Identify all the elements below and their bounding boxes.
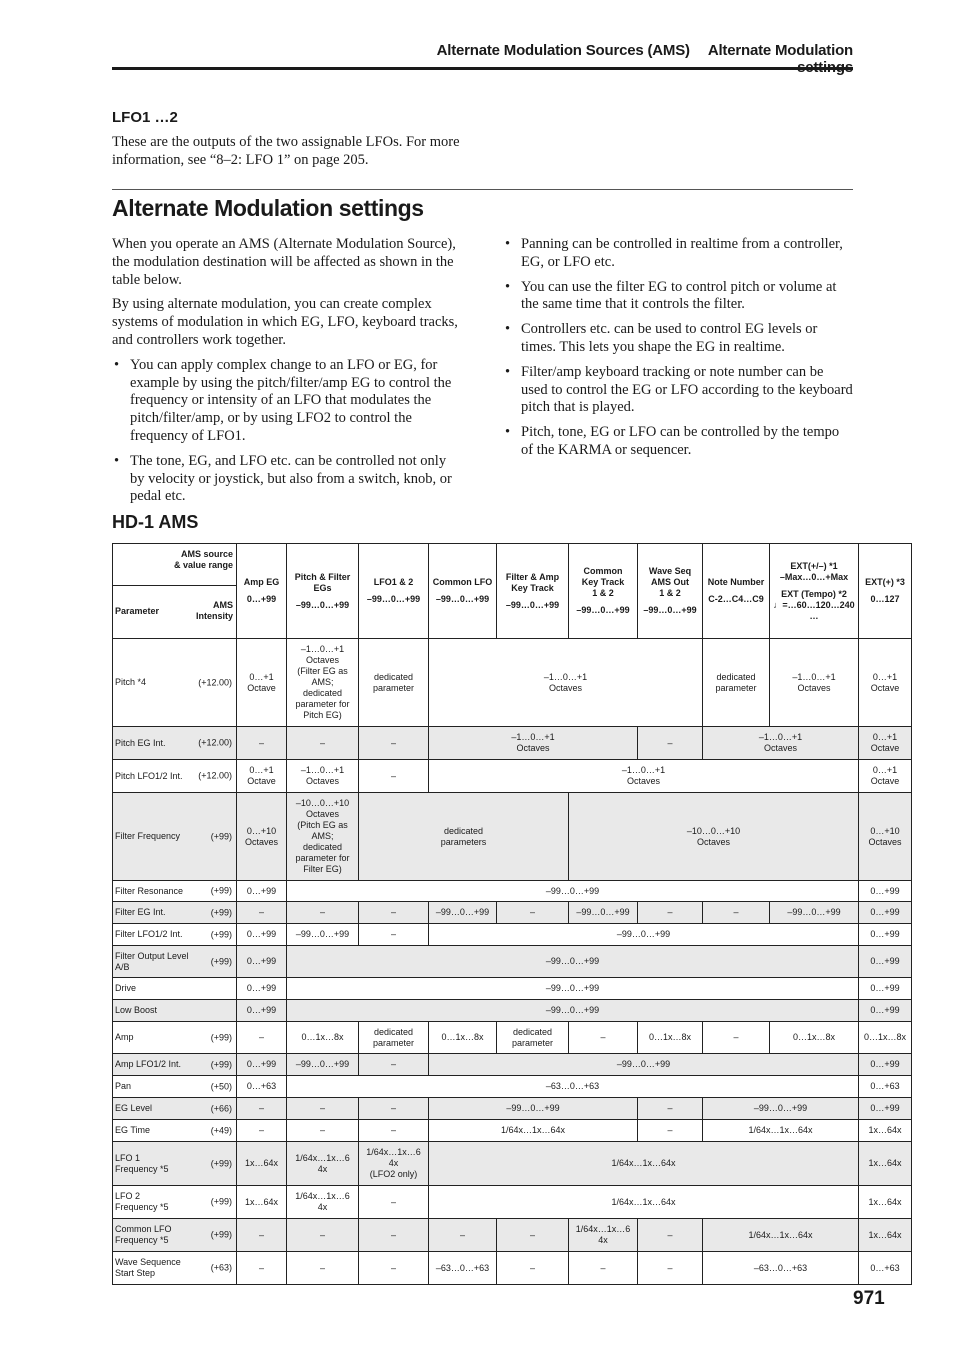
table-cell: – (497, 902, 569, 924)
table-cell: –1…0…+1 Octaves (Filter EG as AMS; dedicated parameter for Pitch EG) (287, 639, 359, 727)
table-cell: 0…+99 (859, 946, 912, 978)
parameter-intensity: (+49) (210, 1125, 232, 1135)
row-parameter (113, 1120, 237, 1142)
table-cell: – (359, 902, 429, 924)
table-row (113, 1186, 912, 1219)
table-row (113, 946, 912, 978)
parameter-intensity: (+12.00) (198, 677, 232, 687)
ams-table (112, 543, 912, 1285)
table-cell: –99…0…+99 (287, 978, 859, 1000)
table-cell: –63…0…+63 (429, 1252, 497, 1285)
table-cell: –99…0…+99 (287, 881, 859, 902)
corner-intensity-label: AMS Intensity (195, 600, 233, 621)
parameter-intensity: (+99) (210, 831, 232, 841)
table-row (113, 1142, 912, 1186)
row-parameter (113, 1186, 237, 1219)
page-number: 971 (853, 1288, 885, 1309)
table-row (113, 793, 912, 881)
parameter-name: Drive (115, 983, 137, 993)
table-cell: – (359, 1252, 429, 1285)
table-cell: 0…+99 (859, 924, 912, 946)
table-cell: – (359, 1054, 429, 1076)
section-rule (112, 189, 853, 190)
table-row (113, 727, 912, 760)
corner-source-label: AMS source & value range (173, 549, 233, 570)
row-parameter (113, 1219, 237, 1252)
table-row (113, 881, 912, 902)
table-cell: – (237, 1252, 287, 1285)
table-cell: 0…+1 Octave (859, 727, 912, 760)
lfo-body: These are the outputs of the two assignable LFOs. For more information, see “8–2: LFO 1” on page 205. (112, 134, 460, 168)
table-cell: – (359, 1186, 429, 1219)
table-cell: 1/64x…1x…6 4x (287, 1186, 359, 1219)
table-cell: – (287, 1098, 359, 1120)
parameter-name: Low Boost (115, 1005, 158, 1015)
table-row (113, 1054, 912, 1076)
parameter-name: EG Level (115, 1103, 153, 1113)
table-cell: – (569, 1022, 638, 1054)
table-title: HD-1 AMS (112, 512, 199, 532)
table-row (113, 639, 912, 727)
row-parameter (113, 924, 237, 946)
parameter-name: Pan (115, 1081, 132, 1091)
right-bullet-list (503, 236, 853, 460)
table-cell: 1/64x…1x…64x (429, 1120, 638, 1142)
table-cell: – (237, 1120, 287, 1142)
parameter-intensity: (+50) (210, 1081, 232, 1091)
parameter-intensity: (+99) (210, 1032, 232, 1042)
table-cell: –99…0…+99 (287, 1054, 359, 1076)
table-cell: 1x…64x (859, 1120, 912, 1142)
table-cell: 0…+99 (859, 1098, 912, 1120)
table-cell: –99…0…+99 (569, 902, 638, 924)
header-lfo1-2: LFO1 & 2 –99…0…+99 (359, 544, 429, 639)
table-cell: 0…+99 (859, 1000, 912, 1022)
table-cell: –10…0…+10 Octaves (Pitch EG as AMS; dedicated parameter for Filter EG) (287, 793, 359, 881)
table-cell: 0…+99 (237, 1054, 287, 1076)
intro-paragraph-1: When you operate an AMS (Alternate Modulation Source), the modulation destination will be affected as shown in the table below. (112, 236, 456, 288)
row-parameter (113, 1054, 237, 1076)
row-parameter (113, 1000, 237, 1022)
table-cell: – (638, 902, 703, 924)
table-cell: 0…+63 (859, 1252, 912, 1285)
bullet-item: • You can use the filter EG to control pitch or volume at the same time that it controls the filter. (503, 279, 853, 315)
table-cell: – (359, 924, 429, 946)
corner-header-parameter (113, 586, 237, 639)
parameter-name: Filter Resonance (115, 885, 184, 896)
row-parameter (113, 793, 237, 881)
left-column (112, 236, 462, 513)
row-parameter (113, 1022, 237, 1054)
intro-paragraph-2: By using alternate modulation, you can create complex systems of modulation in which EG, LFO, keyboard tracks, and controllers work together. (112, 296, 458, 348)
section-title: Alternate Modulation settings (112, 195, 424, 221)
parameter-intensity: (+99) (210, 1229, 232, 1240)
table-row (113, 1000, 912, 1022)
parameter-name: Filter Output Level A/B (115, 950, 189, 972)
table-cell: – (287, 1219, 359, 1252)
table-cell: 0…1x…8x (287, 1022, 359, 1054)
table-cell: dedicated parameter (359, 639, 429, 727)
table-row (113, 1076, 912, 1098)
table-cell: 1/64x…1x…6 4x (287, 1142, 359, 1186)
table-cell: 1x…64x (859, 1142, 912, 1186)
table-cell: – (359, 1098, 429, 1120)
table-cell: 0…+99 (859, 902, 912, 924)
parameter-intensity: (+12.00) (198, 737, 232, 748)
lfo-heading: LFO1 …2 (112, 109, 178, 126)
table-cell: dedicated parameter (497, 1022, 569, 1054)
table-cell: 0…+99 (237, 881, 287, 902)
table-cell: –99…0…+99 (770, 902, 859, 924)
table-cell: 1x…64x (859, 1219, 912, 1252)
table-cell: –1…0…+1 Octaves (429, 727, 638, 760)
parameter-name: Pitch *4 (115, 677, 147, 687)
table-cell: – (638, 1219, 703, 1252)
table-row (113, 760, 912, 793)
header-pitch-filter-egs: Pitch & Filter EGs –99…0…+99 (287, 544, 359, 639)
table-cell: – (359, 760, 429, 793)
table-cell: – (287, 902, 359, 924)
table-cell: – (359, 1219, 429, 1252)
table-cell: – (638, 727, 703, 760)
header-rule (112, 67, 853, 70)
header-amp-eg: Amp EG 0…+99 (237, 544, 287, 639)
table-cell: –1…0…+1 Octaves (770, 639, 859, 727)
parameter-intensity: (+99) (210, 929, 232, 939)
bullet-item: • Controllers etc. can be used to control EG levels or times. This lets you shape the EG in realtime. (503, 321, 853, 357)
table-cell: – (359, 1120, 429, 1142)
table-cell: 1/64x…1x…64x (429, 1142, 859, 1186)
header-ext-tempo: EXT(+/–) *1 –Max…0…+Max EXT (Tempo) *2 ♩=…60…120…240 … (770, 544, 859, 639)
row-parameter (113, 946, 237, 978)
header-filter-amp-key-track: Filter & Amp Key Track –99…0…+99 (497, 544, 569, 639)
table-cell: – (703, 1022, 770, 1054)
table-cell: – (638, 1120, 703, 1142)
row-parameter (113, 727, 237, 760)
table-cell: 0…+99 (237, 924, 287, 946)
row-parameter (113, 639, 237, 727)
parameter-name: Amp (115, 1032, 134, 1042)
parameter-name: Common LFO Frequency *5 (115, 1224, 172, 1245)
table-cell: 0…+99 (237, 1000, 287, 1022)
parameter-intensity: (+99) (210, 1059, 232, 1069)
row-parameter (113, 881, 237, 902)
table-cell: 0…+99 (859, 881, 912, 902)
table-cell: 0…+10 Octaves (859, 793, 912, 881)
table-cell: –1…0…+1 Octaves (287, 760, 359, 793)
parameter-intensity: (+12.00) (198, 770, 232, 781)
table-cell: 0…1x…8x (638, 1022, 703, 1054)
table-cell: 0…+10 Octaves (237, 793, 287, 881)
table-cell: 1/64x…1x…64x (429, 1186, 859, 1219)
bullet-item: • The tone, EG, and LFO etc. can be controlled not only by velocity or joystick, but also from a switch, knob, or pedal etc. (112, 453, 462, 506)
header-note-number: Note Number C-2…C4…C9 (703, 544, 770, 639)
table-cell: 1/64x…1x…64x (703, 1120, 859, 1142)
right-column (503, 236, 853, 467)
table-cell: – (237, 1022, 287, 1054)
table-row (113, 1252, 912, 1285)
table-cell: –10…0…+10 Octaves (569, 793, 859, 881)
header-common-key-track: Common Key Track 1 & 2 –99…0…+99 (569, 544, 638, 639)
parameter-name: Pitch EG Int. (115, 737, 166, 748)
parameter-intensity: (+99) (210, 885, 232, 896)
parameter-name: Pitch LFO1/2 Int. (115, 770, 183, 781)
parameter-name: Filter LFO1/2 Int. (115, 929, 183, 939)
table-cell: 0…+99 (237, 978, 287, 1000)
table-cell: 0…+1 Octave (237, 760, 287, 793)
header-common-lfo: Common LFO –99…0…+99 (429, 544, 497, 639)
table-cell: –63…0…+63 (287, 1076, 859, 1098)
row-parameter (113, 1076, 237, 1098)
header-wave-seq-ams-out: Wave Seq AMS Out 1 & 2 –99…0…+99 (638, 544, 703, 639)
table-cell: 1x…64x (859, 1186, 912, 1219)
table-cell: 0…+1 Octave (859, 639, 912, 727)
table-row (113, 1219, 912, 1252)
parameter-name: Filter Frequency (115, 831, 181, 841)
table-cell: – (569, 1252, 638, 1285)
row-parameter (113, 978, 237, 1000)
bullet-item: • You can apply complex change to an LFO or EG, for example by using the pitch/filter/amp EG to control the frequency or intensity of an LFO that modulates the pitch/filter/amp, or by using LFO2 to control the frequency of LFO1. (112, 357, 462, 446)
row-parameter (113, 760, 237, 793)
table-cell: 0…+99 (237, 946, 287, 978)
running-header-topic: Alternate Modulation (707, 42, 853, 59)
parameter-intensity: (+99) (210, 1158, 232, 1168)
row-parameter (113, 1098, 237, 1120)
parameter-name: Wave Sequence Start Step (115, 1257, 181, 1278)
table-cell: –99…0…+99 (429, 902, 497, 924)
parameter-intensity: (+66) (210, 1103, 232, 1113)
table-cell: 0…1x…8x (859, 1022, 912, 1054)
corner-parameter-label: Parameter (115, 606, 160, 616)
table-cell: – (638, 1098, 703, 1120)
table-row (113, 1022, 912, 1054)
table-cell: –1…0…+1 Octaves (429, 639, 703, 727)
table-cell: – (237, 727, 287, 760)
table-cell: – (638, 1252, 703, 1285)
parameter-name: LFO 1 Frequency *5 (115, 1152, 169, 1174)
table-cell: –99…0…+99 (287, 1000, 859, 1022)
table-row (113, 978, 912, 1000)
corner-header-source (113, 544, 237, 586)
parameter-intensity: (+99) (210, 956, 232, 966)
table-cell: 1x…64x (237, 1186, 287, 1219)
table-cell: dedicated parameter (359, 1022, 429, 1054)
row-parameter (113, 1252, 237, 1285)
table-cell: – (359, 727, 429, 760)
table-cell: – (237, 1098, 287, 1120)
table-cell: –99…0…+99 (287, 946, 859, 978)
table-cell: 0…+1 Octave (237, 639, 287, 727)
table-cell: 0…1x…8x (429, 1022, 497, 1054)
parameter-intensity: (+99) (210, 1196, 232, 1207)
ams-table-body (113, 639, 912, 1285)
table-cell: – (429, 1219, 497, 1252)
table-cell: –99…0…+99 (287, 924, 359, 946)
table-cell: – (497, 1252, 569, 1285)
table-cell: – (287, 1120, 359, 1142)
table-cell: –99…0…+99 (429, 1054, 859, 1076)
table-cell: 1/64x…1x…64x (703, 1219, 859, 1252)
table-cell: – (237, 1219, 287, 1252)
row-parameter (113, 1142, 237, 1186)
table-cell: –99…0…+99 (703, 1098, 859, 1120)
parameter-name: Amp LFO1/2 Int. (115, 1059, 182, 1069)
table-cell: 0…+63 (859, 1076, 912, 1098)
table-row (113, 1120, 912, 1142)
table-cell: 1x…64x (237, 1142, 287, 1186)
table-cell: 0…+99 (859, 978, 912, 1000)
header-ext-plus: EXT(+) *3 0…127 (859, 544, 912, 639)
table-cell: 0…+1 Octave (859, 760, 912, 793)
table-cell: –63…0…+63 (703, 1252, 859, 1285)
table-cell: 1/64x…1x…6 4x (LFO2 only) (359, 1142, 429, 1186)
table-cell: – (287, 727, 359, 760)
row-parameter (113, 902, 237, 924)
table-cell: –99…0…+99 (429, 1098, 638, 1120)
parameter-name: Filter EG Int. (115, 907, 166, 917)
parameter-intensity: (+63) (210, 1262, 232, 1273)
running-header-section: Alternate Modulation Sources (AMS) (436, 42, 690, 59)
table-cell: – (237, 902, 287, 924)
table-cell: –1…0…+1 Octaves (429, 760, 859, 793)
bullet-item: • Pitch, tone, EG or LFO can be controlled by the tempo of the KARMA or sequencer. (503, 424, 853, 460)
parameter-name: EG Time (115, 1125, 151, 1135)
table-cell: 0…+99 (859, 1054, 912, 1076)
parameter-name: LFO 2 Frequency *5 (115, 1191, 169, 1212)
left-bullet-list (112, 357, 462, 506)
table-cell: 0…1x…8x (770, 1022, 859, 1054)
table-cell: – (703, 902, 770, 924)
bullet-item: • Panning can be controlled in realtime from a controller, EG, or LFO etc. (503, 236, 853, 272)
table-row (113, 1098, 912, 1120)
bullet-item: • Filter/amp keyboard tracking or note number can be used to control the EG or LFO according to the keyboard pitch that is played. (503, 364, 853, 417)
table-cell: dedicated parameter (703, 639, 770, 727)
table-cell: – (287, 1252, 359, 1285)
table-cell: 0…+63 (237, 1076, 287, 1098)
table-cell: 1/64x…1x…6 4x (569, 1219, 638, 1252)
parameter-intensity: (+99) (210, 907, 232, 917)
table-cell: – (497, 1219, 569, 1252)
running-header (380, 42, 853, 76)
table-row (113, 902, 912, 924)
table-cell: dedicated parameters (359, 793, 569, 881)
table-cell: –99…0…+99 (429, 924, 859, 946)
table-cell: –1…0…+1 Octaves (703, 727, 859, 760)
table-row (113, 924, 912, 946)
